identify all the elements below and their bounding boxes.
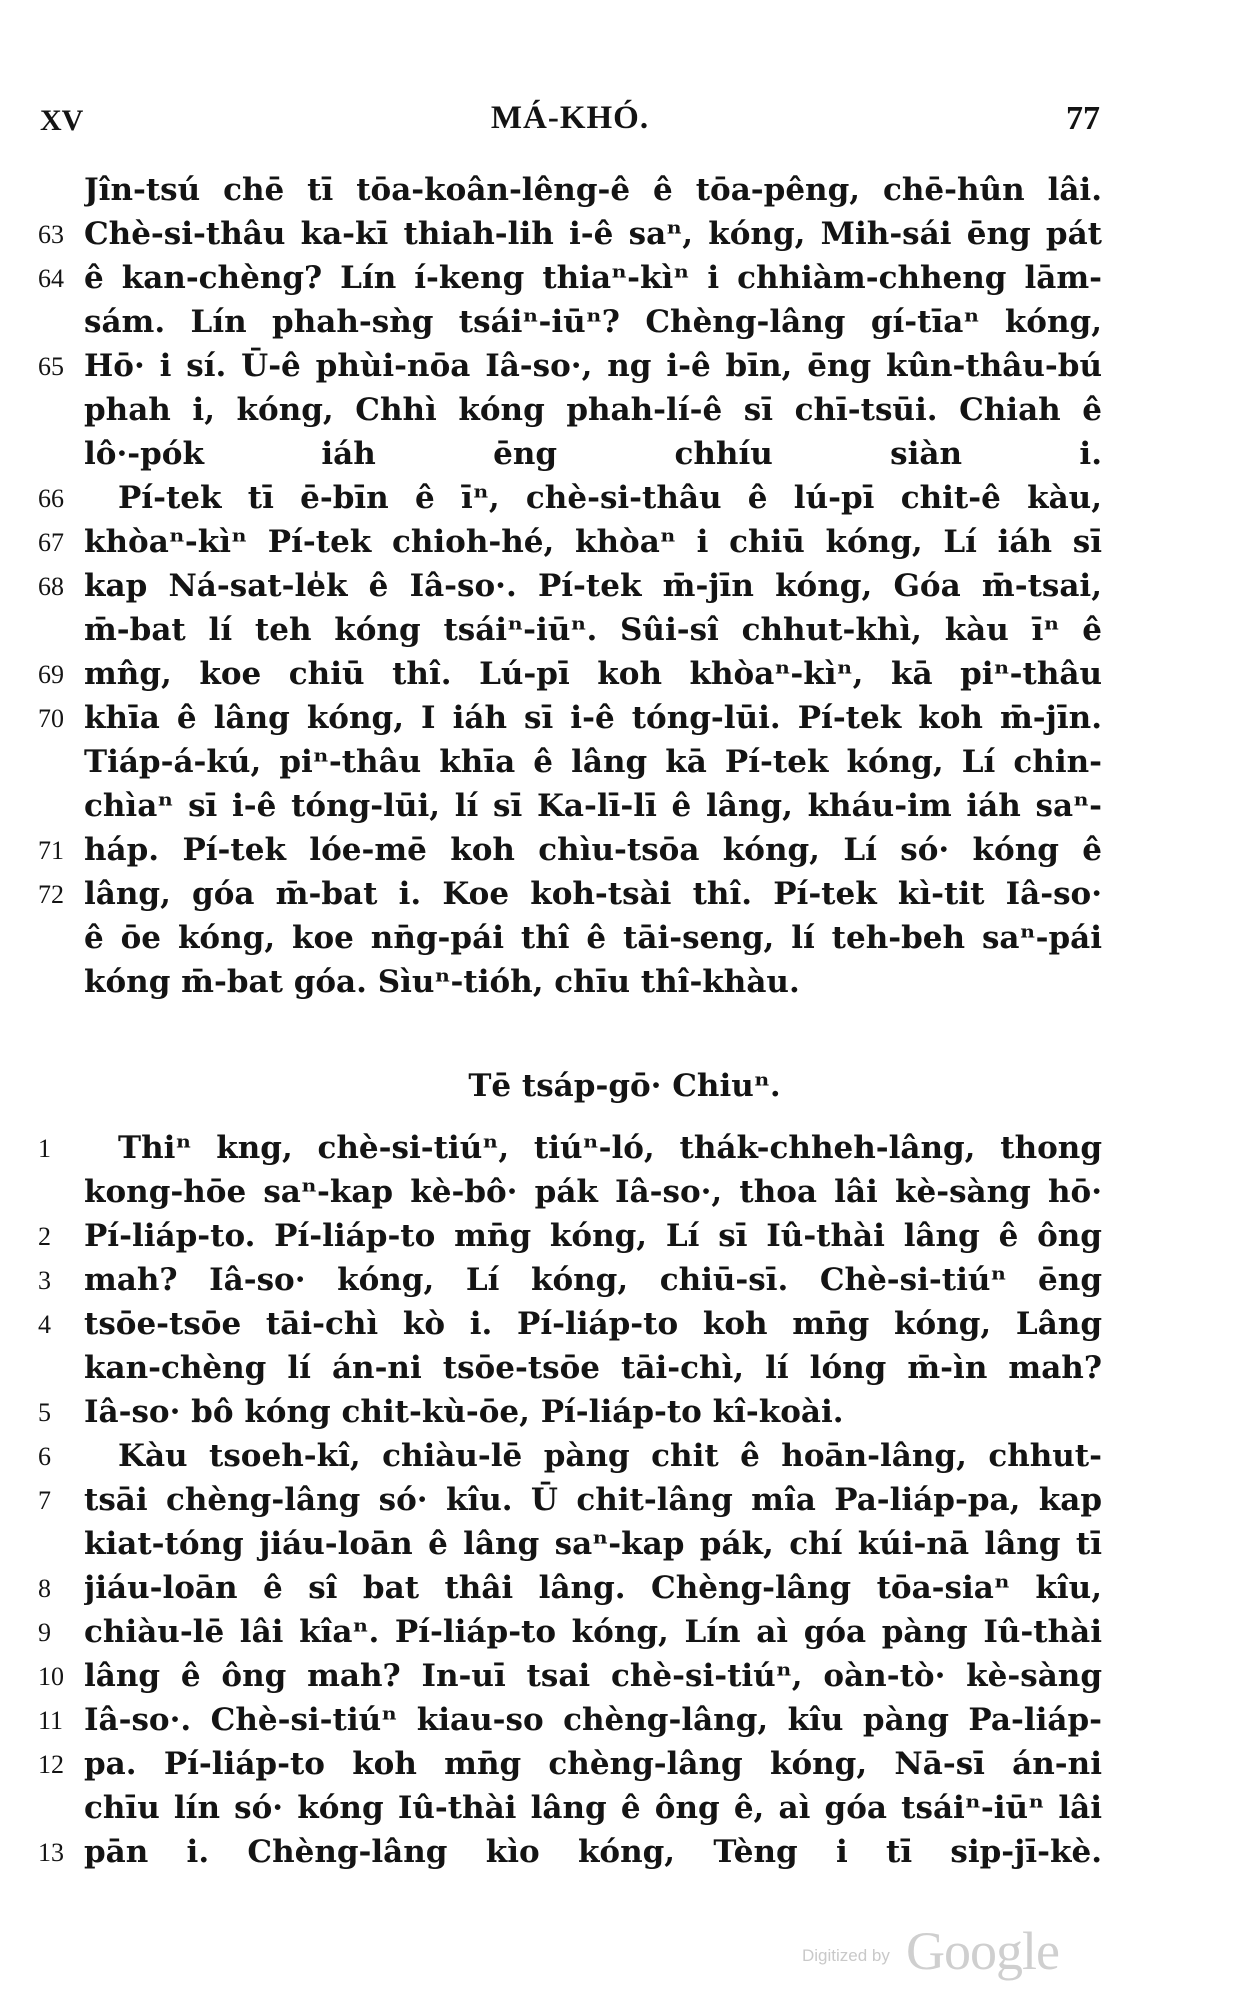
line-text: lô·-pók iáh ēng chhíu siàn i.	[84, 436, 1102, 472]
text-line	[0, 784, 1249, 828]
text-line	[0, 520, 1249, 564]
verse-number: 8	[38, 1574, 51, 1603]
line-text: Chè-si-thâu ka-kī thiah-lih i-ê saⁿ, kóng, Mih-sái ēng pát	[84, 216, 1102, 252]
line-text: sám. Lín phah-sǹg tsáiⁿ-iūⁿ? Chèng-lâng gí-tīaⁿ kóng,	[84, 304, 1102, 340]
line-text: kiat-tóng jiáu-loān ê lâng saⁿ-kap pák, chí kúi-nā lâng tī	[84, 1526, 1102, 1562]
line-text: Iâ-so·. Chè-si-tiúⁿ kiau-so chèng-lâng, kîu pàng Pa-liáp-	[84, 1702, 1102, 1738]
line-text: kap Ná-sat-le̍k ê Iâ-so·. Pí-tek m̄-jīn kóng, Góa m̄-tsai,	[84, 568, 1102, 604]
watermark-small-text: Digitized by	[802, 1946, 890, 1965]
verse-number: 12	[38, 1750, 64, 1779]
verse-number: 2	[38, 1222, 51, 1251]
text-line	[0, 564, 1249, 608]
text-line	[0, 872, 1249, 916]
text-line	[0, 1742, 1249, 1786]
line-text: lâng ê ông mah? In-uī tsai chè-si-tiúⁿ, oàn-tò· kè-sàng	[84, 1658, 1102, 1694]
text-line	[0, 1654, 1249, 1698]
line-text: Iâ-so· bô kóng chit-kù-ōe, Pí-liáp-to kî-koài.	[84, 1394, 844, 1430]
verse-number: 4	[38, 1310, 51, 1339]
text-line	[0, 1434, 1249, 1478]
text-line	[0, 1214, 1249, 1258]
verse-number: 1	[38, 1134, 51, 1163]
verse-number: 67	[38, 528, 64, 557]
text-line	[0, 828, 1249, 872]
text-line	[0, 212, 1249, 256]
line-text: chiàu-lē lâi kîaⁿ. Pí-liáp-to kóng, Lín aì góa pàng Iû-thài	[84, 1614, 1102, 1650]
line-text: Kàu tsoeh-kî, chiàu-lē pàng chit ê hoān-lâng, chhut-	[118, 1438, 1102, 1474]
running-title: MÁ-KHÓ.	[490, 100, 650, 136]
line-text: kóng m̄-bat góa. Sìuⁿ-tióh, chīu thî-khàu.	[84, 964, 800, 1000]
line-text: kong-hōe saⁿ-kap kè-bô· pák Iâ-so·, thoa lâi kè-sàng hō·	[84, 1174, 1102, 1210]
page-number: 77	[1066, 100, 1100, 137]
verse-number: 69	[38, 660, 64, 689]
verse-number: 65	[38, 352, 64, 381]
text-line	[0, 1566, 1249, 1610]
line-text: chìaⁿ sī i-ê tóng-lūi, lí sī Ka-lī-lī ê lâng, kháu-im iáh saⁿ-	[84, 788, 1102, 824]
text-line	[0, 960, 1249, 1004]
text-line	[0, 1390, 1249, 1434]
text-line	[0, 1478, 1249, 1522]
line-text: pān i. Chèng-lâng kìo kóng, Tèng i tī sip-jī-kè.	[84, 1834, 1102, 1870]
verse-number: 66	[38, 484, 64, 513]
line-text: khīa ê lâng kóng, I iáh sī i-ê tóng-lūi. Pí-tek koh m̄-jīn.	[84, 700, 1102, 736]
text-line	[0, 1170, 1249, 1214]
text-line	[0, 168, 1249, 212]
verse-number: 6	[38, 1442, 51, 1471]
verse-number: 3	[38, 1266, 51, 1295]
line-text: lâng, góa m̄-bat i. Koe koh-tsài thî. Pí-tek kì-tit Iâ-so·	[84, 876, 1102, 912]
verse-number: 5	[38, 1398, 51, 1427]
text-line	[0, 1126, 1249, 1170]
text-line	[0, 344, 1249, 388]
line-text: mah? Iâ-so· kóng, Lí kóng, chiū-sī. Chè-si-tiúⁿ ēng	[84, 1262, 1102, 1298]
verse-number: 63	[38, 220, 64, 249]
line-text: pa. Pí-liáp-to koh mn̄g chèng-lâng kóng, Nā-sī án-ni	[84, 1746, 1102, 1782]
line-text: mn̂g, koe chiū thî. Lú-pī koh khòaⁿ-kìⁿ, kā piⁿ-thâu	[84, 656, 1102, 692]
chapter-numeral: XV	[40, 104, 84, 137]
verse-block-chapter-14	[0, 168, 1249, 1004]
line-text: tsōe-tsōe tāi-chì kò i. Pí-liáp-to koh mn̄g kóng, Lâng	[84, 1306, 1102, 1342]
running-header	[40, 100, 1100, 144]
text-line	[0, 1346, 1249, 1390]
verse-number: 13	[38, 1838, 64, 1867]
text-line	[0, 256, 1249, 300]
text-line	[0, 476, 1249, 520]
line-text: kan-chèng lí án-ni tsōe-tsōe tāi-chì, lí lóng m̄-ìn mah?	[84, 1350, 1102, 1386]
line-text: Hō· i sí. Ū-ê phùi-nōa Iâ-so·, ng i-ê bīn, ēng kûn-thâu-bú	[84, 348, 1102, 384]
line-text: jiáu-loān ê sî bat thâi lâng. Chèng-lâng tōa-siaⁿ kîu,	[84, 1570, 1102, 1606]
text-line	[0, 740, 1249, 784]
line-text: khòaⁿ-kìⁿ Pí-tek chioh-hé, khòaⁿ i chiū kóng, Lí iáh sī	[84, 524, 1102, 560]
line-text: chīu lín só· kóng Iû-thài lâng ê ông ê, aì góa tsáiⁿ-iūⁿ lâi	[84, 1790, 1102, 1826]
text-line	[0, 652, 1249, 696]
line-text: Jîn-tsú chē tī tōa-koân-lêng-ê ê tōa-pêng, chē-hûn lâi.	[84, 172, 1102, 208]
line-text: ê kan-chèng? Lín í-keng thiaⁿ-kìⁿ i chhiàm-chheng lām-	[84, 260, 1102, 296]
text-line	[0, 1786, 1249, 1830]
text-line	[0, 1610, 1249, 1654]
line-text: Tiáp-á-kú, piⁿ-thâu khīa ê lâng kā Pí-tek kóng, Lí chin-	[84, 744, 1102, 780]
text-line	[0, 432, 1249, 476]
google-logo: Google	[906, 1921, 1059, 1981]
verse-number: 7	[38, 1486, 51, 1515]
verse-number: 72	[38, 880, 64, 909]
text-line	[0, 1698, 1249, 1742]
verse-number: 64	[38, 264, 64, 293]
verse-number: 68	[38, 572, 64, 601]
text-line	[0, 1522, 1249, 1566]
text-line	[0, 1258, 1249, 1302]
line-text: Pí-tek tī ē-bīn ê īⁿ, chè-si-thâu ê lú-pī chit-ê kàu,	[118, 480, 1102, 516]
digitized-by-google-watermark	[802, 1920, 1062, 1980]
text-line	[0, 916, 1249, 960]
text-line	[0, 1302, 1249, 1346]
line-text: tsāi chèng-lâng só· kîu. Ū chit-lâng mîa Pa-liáp-pa, kap	[84, 1482, 1102, 1518]
text-line	[0, 608, 1249, 652]
text-line	[0, 300, 1249, 344]
chapter-heading: Tē tsáp-gō· Chiuⁿ.	[468, 1068, 781, 1104]
verse-block-chapter-15	[0, 1126, 1249, 1874]
verse-number: 10	[38, 1662, 64, 1691]
verse-number: 11	[38, 1706, 64, 1735]
line-text: Thiⁿ kng, chè-si-tiúⁿ, tiúⁿ-ló, thák-chheh-lâng, thong	[118, 1130, 1102, 1166]
verse-number: 71	[38, 836, 64, 865]
verse-number: 70	[38, 704, 64, 733]
line-text: ê ōe kóng, koe nn̄g-pái thî ê tāi-seng, lí teh-beh saⁿ-pái	[84, 920, 1102, 956]
text-line	[0, 1830, 1249, 1874]
line-text: m̄-bat lí teh kóng tsáiⁿ-iūⁿ. Sûi-sî chhut-khì, kàu īⁿ ê	[84, 612, 1102, 648]
line-text: phah i, kóng, Chhì kóng phah-lí-ê sī chī-tsūi. Chiah ê	[84, 392, 1102, 428]
line-text: háp. Pí-tek lóe-mē koh chìu-tsōa kóng, Lí só· kóng ê	[84, 832, 1102, 868]
verse-number: 9	[38, 1618, 51, 1647]
line-text: Pí-liáp-to. Pí-liáp-to mn̄g kóng, Lí sī Iû-thài lâng ê ông	[84, 1218, 1102, 1254]
text-line	[0, 696, 1249, 740]
text-line	[0, 388, 1249, 432]
